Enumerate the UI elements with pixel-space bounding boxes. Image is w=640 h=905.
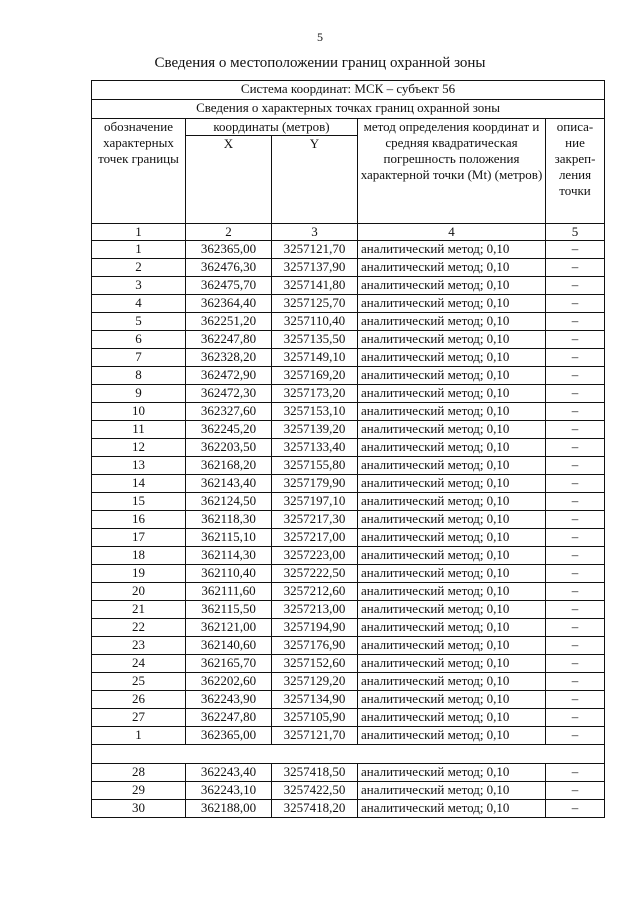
point-number: 12 [92, 439, 186, 457]
method-accuracy: аналитический метод; 0,10 [358, 349, 546, 367]
x-coordinate: 362110,40 [186, 565, 272, 583]
table-row [92, 493, 605, 511]
table-row [92, 709, 605, 727]
table-row [92, 295, 605, 313]
point-number: 30 [92, 800, 186, 818]
fixing-description: – [546, 493, 605, 511]
header-x: X [186, 136, 272, 224]
y-coordinate: 3257176,90 [272, 637, 358, 655]
table-row [92, 511, 605, 529]
table-row [92, 367, 605, 385]
table-row [92, 547, 605, 565]
y-coordinate: 3257155,80 [272, 457, 358, 475]
table-row [92, 475, 605, 493]
table-row [92, 277, 605, 295]
point-number: 26 [92, 691, 186, 709]
boundary-points-table [91, 80, 605, 818]
separator-row [92, 745, 605, 764]
fixing-description: – [546, 403, 605, 421]
x-coordinate: 362328,20 [186, 349, 272, 367]
point-number: 10 [92, 403, 186, 421]
method-accuracy: аналитический метод; 0,10 [358, 295, 546, 313]
fixing-description: – [546, 727, 605, 745]
section-title-row [92, 100, 605, 119]
fixing-description: – [546, 241, 605, 259]
y-coordinate: 3257418,20 [272, 800, 358, 818]
point-number: 4 [92, 295, 186, 313]
point-number: 9 [92, 385, 186, 403]
method-accuracy: аналитический метод; 0,10 [358, 619, 546, 637]
table-row [92, 403, 605, 421]
method-accuracy: аналитический метод; 0,10 [358, 403, 546, 421]
method-accuracy: аналитический метод; 0,10 [358, 313, 546, 331]
x-coordinate: 362140,60 [186, 637, 272, 655]
fixing-description: – [546, 385, 605, 403]
coordinate-system: Система координат: МСК – субъект 56 [92, 81, 605, 100]
y-coordinate: 3257133,40 [272, 439, 358, 457]
y-coordinate: 3257223,00 [272, 547, 358, 565]
y-coordinate: 3257141,80 [272, 277, 358, 295]
x-coordinate: 362472,30 [186, 385, 272, 403]
method-accuracy: аналитический метод; 0,10 [358, 493, 546, 511]
table-row [92, 331, 605, 349]
x-coordinate: 362115,50 [186, 601, 272, 619]
x-coordinate: 362245,20 [186, 421, 272, 439]
fixing-description: – [546, 475, 605, 493]
x-coordinate: 362202,60 [186, 673, 272, 691]
header-designation: обозначение характерных точек границы [92, 119, 186, 224]
table-row [92, 259, 605, 277]
method-accuracy: аналитический метод; 0,10 [358, 439, 546, 457]
point-number: 19 [92, 565, 186, 583]
column-number: 4 [358, 224, 546, 241]
table-row [92, 727, 605, 745]
y-coordinate: 3257152,60 [272, 655, 358, 673]
method-accuracy: аналитический метод; 0,10 [358, 277, 546, 295]
x-coordinate: 362243,90 [186, 691, 272, 709]
point-number: 20 [92, 583, 186, 601]
table-row [92, 241, 605, 259]
fixing-description: – [546, 439, 605, 457]
point-number: 29 [92, 782, 186, 800]
y-coordinate: 3257121,70 [272, 241, 358, 259]
method-accuracy: аналитический метод; 0,10 [358, 691, 546, 709]
method-accuracy: аналитический метод; 0,10 [358, 727, 546, 745]
method-accuracy: аналитический метод; 0,10 [358, 601, 546, 619]
point-number: 23 [92, 637, 186, 655]
x-coordinate: 362115,10 [186, 529, 272, 547]
method-accuracy: аналитический метод; 0,10 [358, 529, 546, 547]
fixing-description: – [546, 800, 605, 818]
x-coordinate: 362247,80 [186, 331, 272, 349]
table-row [92, 385, 605, 403]
method-accuracy: аналитический метод; 0,10 [358, 457, 546, 475]
fixing-description: – [546, 709, 605, 727]
y-coordinate: 3257105,90 [272, 709, 358, 727]
x-coordinate: 362365,00 [186, 727, 272, 745]
y-coordinate: 3257217,30 [272, 511, 358, 529]
x-coordinate: 362121,00 [186, 619, 272, 637]
fixing-description: – [546, 511, 605, 529]
fixing-description: – [546, 421, 605, 439]
column-number: 2 [186, 224, 272, 241]
method-accuracy: аналитический метод; 0,10 [358, 331, 546, 349]
fixing-description: – [546, 637, 605, 655]
point-number: 5 [92, 313, 186, 331]
method-accuracy: аналитический метод; 0,10 [358, 421, 546, 439]
x-coordinate: 362168,20 [186, 457, 272, 475]
y-coordinate: 3257125,70 [272, 295, 358, 313]
x-coordinate: 362247,80 [186, 709, 272, 727]
point-number: 28 [92, 764, 186, 782]
x-coordinate: 362243,10 [186, 782, 272, 800]
fixing-description: – [546, 529, 605, 547]
fixing-description: – [546, 547, 605, 565]
table-row [92, 800, 605, 818]
table-row [92, 601, 605, 619]
header-description: описа-ние закреп-ления точки [546, 119, 605, 224]
fixing-description: – [546, 691, 605, 709]
fixing-description: – [546, 259, 605, 277]
header-row-1 [92, 119, 605, 136]
point-number: 16 [92, 511, 186, 529]
y-coordinate: 3257135,50 [272, 331, 358, 349]
table-row [92, 619, 605, 637]
fixing-description: – [546, 655, 605, 673]
column-number: 5 [546, 224, 605, 241]
table-row [92, 529, 605, 547]
column-number: 1 [92, 224, 186, 241]
fixing-description: – [546, 295, 605, 313]
table-row [92, 673, 605, 691]
table-row [92, 764, 605, 782]
fixing-description: – [546, 331, 605, 349]
fixing-description: – [546, 313, 605, 331]
x-coordinate: 362111,60 [186, 583, 272, 601]
x-coordinate: 362364,40 [186, 295, 272, 313]
point-number: 3 [92, 277, 186, 295]
header-coordinates: координаты (метров) [186, 119, 358, 136]
y-coordinate: 3257153,10 [272, 403, 358, 421]
x-coordinate: 362243,40 [186, 764, 272, 782]
method-accuracy: аналитический метод; 0,10 [358, 547, 546, 565]
table-row [92, 655, 605, 673]
x-coordinate: 362124,50 [186, 493, 272, 511]
y-coordinate: 3257422,50 [272, 782, 358, 800]
page-number: 5 [317, 30, 323, 44]
y-coordinate: 3257110,40 [272, 313, 358, 331]
separator-cell [92, 745, 605, 764]
fixing-description: – [546, 764, 605, 782]
column-number: 3 [272, 224, 358, 241]
table-row [92, 565, 605, 583]
x-coordinate: 362365,00 [186, 241, 272, 259]
point-number: 1 [92, 727, 186, 745]
column-numbers-row [92, 224, 605, 241]
coordinate-system-row [92, 81, 605, 100]
point-number: 22 [92, 619, 186, 637]
y-coordinate: 3257213,00 [272, 601, 358, 619]
page-title: Сведения о местоположении границ охранной зоны [154, 55, 486, 71]
method-accuracy: аналитический метод; 0,10 [358, 565, 546, 583]
table-row [92, 349, 605, 367]
y-coordinate: 3257169,20 [272, 367, 358, 385]
y-coordinate: 3257173,20 [272, 385, 358, 403]
point-number: 15 [92, 493, 186, 511]
x-coordinate: 362114,30 [186, 547, 272, 565]
method-accuracy: аналитический метод; 0,10 [358, 655, 546, 673]
point-number: 14 [92, 475, 186, 493]
method-accuracy: аналитический метод; 0,10 [358, 709, 546, 727]
y-coordinate: 3257121,70 [272, 727, 358, 745]
table-row [92, 457, 605, 475]
method-accuracy: аналитический метод; 0,10 [358, 673, 546, 691]
fixing-description: – [546, 673, 605, 691]
method-accuracy: аналитический метод; 0,10 [358, 259, 546, 277]
point-number: 21 [92, 601, 186, 619]
point-number: 8 [92, 367, 186, 385]
point-number: 2 [92, 259, 186, 277]
x-coordinate: 362327,60 [186, 403, 272, 421]
point-number: 17 [92, 529, 186, 547]
method-accuracy: аналитический метод; 0,10 [358, 637, 546, 655]
header-method: метод определения координат и средняя квадратическая погрешность положения характерной точки (Mt) (метров) [358, 119, 546, 224]
fixing-description: – [546, 601, 605, 619]
table-row [92, 421, 605, 439]
point-number: 7 [92, 349, 186, 367]
method-accuracy: аналитический метод; 0,10 [358, 764, 546, 782]
x-coordinate: 362472,90 [186, 367, 272, 385]
method-accuracy: аналитический метод; 0,10 [358, 241, 546, 259]
fixing-description: – [546, 349, 605, 367]
y-coordinate: 3257197,10 [272, 493, 358, 511]
method-accuracy: аналитический метод; 0,10 [358, 385, 546, 403]
x-coordinate: 362188,00 [186, 800, 272, 818]
y-coordinate: 3257212,60 [272, 583, 358, 601]
point-number: 11 [92, 421, 186, 439]
method-accuracy: аналитический метод; 0,10 [358, 800, 546, 818]
y-coordinate: 3257222,50 [272, 565, 358, 583]
point-number: 25 [92, 673, 186, 691]
method-accuracy: аналитический метод; 0,10 [358, 511, 546, 529]
y-coordinate: 3257137,90 [272, 259, 358, 277]
x-coordinate: 362251,20 [186, 313, 272, 331]
y-coordinate: 3257217,00 [272, 529, 358, 547]
header-y: Y [272, 136, 358, 224]
method-accuracy: аналитический метод; 0,10 [358, 782, 546, 800]
table-row [92, 691, 605, 709]
point-number: 24 [92, 655, 186, 673]
method-accuracy: аналитический метод; 0,10 [358, 583, 546, 601]
fixing-description: – [546, 457, 605, 475]
method-accuracy: аналитический метод; 0,10 [358, 475, 546, 493]
y-coordinate: 3257418,50 [272, 764, 358, 782]
method-accuracy: аналитический метод; 0,10 [358, 367, 546, 385]
x-coordinate: 362475,70 [186, 277, 272, 295]
point-number: 13 [92, 457, 186, 475]
point-number: 18 [92, 547, 186, 565]
fixing-description: – [546, 583, 605, 601]
x-coordinate: 362203,50 [186, 439, 272, 457]
x-coordinate: 362476,30 [186, 259, 272, 277]
fixing-description: – [546, 619, 605, 637]
point-number: 1 [92, 241, 186, 259]
y-coordinate: 3257134,90 [272, 691, 358, 709]
y-coordinate: 3257139,20 [272, 421, 358, 439]
table-row [92, 637, 605, 655]
fixing-description: – [546, 367, 605, 385]
x-coordinate: 362143,40 [186, 475, 272, 493]
y-coordinate: 3257194,90 [272, 619, 358, 637]
x-coordinate: 362165,70 [186, 655, 272, 673]
point-number: 6 [92, 331, 186, 349]
y-coordinate: 3257179,90 [272, 475, 358, 493]
table-row [92, 583, 605, 601]
fixing-description: – [546, 782, 605, 800]
y-coordinate: 3257149,10 [272, 349, 358, 367]
table-row [92, 439, 605, 457]
section-title: Сведения о характерных точках границ охранной зоны [92, 100, 605, 119]
point-number: 27 [92, 709, 186, 727]
x-coordinate: 362118,30 [186, 511, 272, 529]
table-row [92, 313, 605, 331]
fixing-description: – [546, 565, 605, 583]
table-row [92, 782, 605, 800]
y-coordinate: 3257129,20 [272, 673, 358, 691]
fixing-description: – [546, 277, 605, 295]
